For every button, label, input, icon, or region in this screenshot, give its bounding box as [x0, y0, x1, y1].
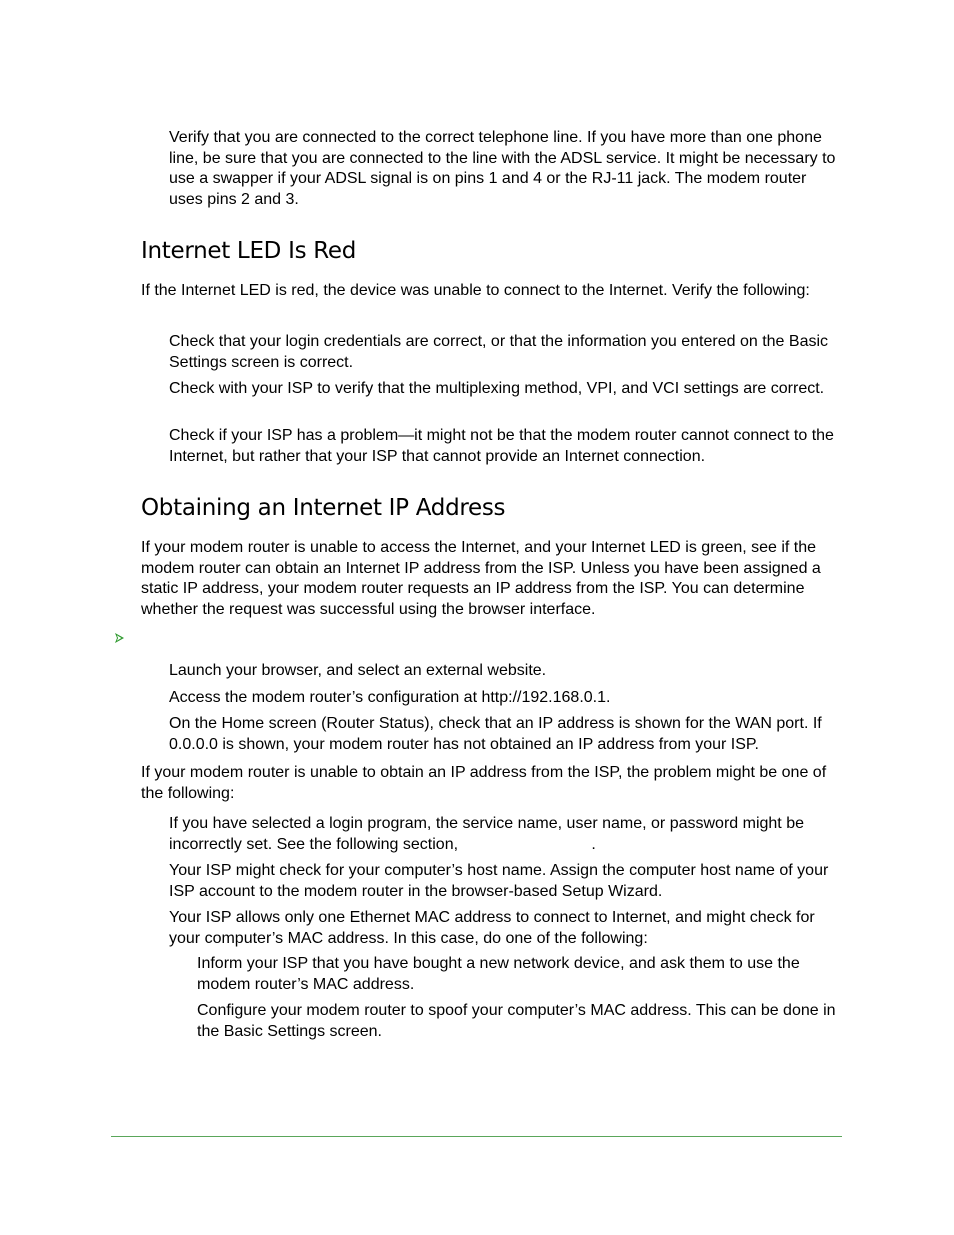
obtaining-ip-intro: If your modem router is unable to access the Internet, and your Internet LED is green, see if the modem router can obtain an Internet IP address from the ISP. Unless you have been assigned a static IP address, your modem router requests an IP address from the ISP. You can determine whether the request was successful using the browser interface.: [141, 539, 821, 618]
footer-divider: [111, 1136, 842, 1137]
telephone-line-paragraph: Verify that you are connected to the correct telephone line. If you have more than one phone line, be sure that you are connected to the line with the ADSL service. It might be necessary to use a swapper if your ADSL signal is on pins 1 and 4 or the RJ-11 jack. The modem router uses pins 2 and 3.: [169, 129, 836, 208]
arrow-right-icon: [112, 631, 126, 645]
list-item: Check if your ISP has a problem—it might not be that the modem router cannot connect to the Internet, but rather that your ISP that cannot provide an Internet connection.: [169, 427, 834, 465]
procedure-step: Launch your browser, and select an external website.: [169, 662, 547, 679]
ip-failure-intro: If your modem router is unable to obtain an IP address from the ISP, the problem might be one of the following:: [141, 764, 827, 802]
section-heading-obtaining-ip: Obtaining an Internet IP Address: [141, 495, 506, 521]
section-heading-internet-led-red: Internet LED Is Red: [141, 238, 357, 264]
list-item: Your ISP allows only one Ethernet MAC address to connect to Internet, and might check for your computer’s MAC address. In this case, do one of the following:: [169, 909, 815, 947]
list-item: Your ISP might check for your computer’s host name. Assign the computer host name of your ISP account to the modem router in the browser-based Setup Wizard.: [169, 862, 829, 900]
procedure-step: Access the modem router’s configuration at http://192.168.0.1.: [169, 689, 611, 706]
sub-list-item: Inform your ISP that you have bought a new network device, and ask them to use the modem router’s MAC address.: [197, 955, 800, 993]
internet-led-red-intro: If the Internet LED is red, the device was unable to connect to the Internet. Verify the following:: [141, 282, 810, 299]
procedure-step: On the Home screen (Router Status), check that an IP address is shown for the WAN port. If 0.0.0.0 is shown, your modem router has not obtained an IP address from your ISP.: [169, 715, 822, 753]
sub-list-item: Configure your modem router to spoof your computer’s MAC address. This can be done in the Basic Settings screen.: [197, 1002, 836, 1040]
list-item: Check that your login credentials are correct, or that the information you entered on the Basic Settings screen is correct.: [169, 333, 829, 371]
list-item: Check with your ISP to verify that the multiplexing method, VPI, and VCI settings are correct.: [169, 380, 825, 397]
list-item: If you have selected a login program, the service name, user name, or password might be incorrectly set. See the following section, .: [169, 815, 809, 853]
